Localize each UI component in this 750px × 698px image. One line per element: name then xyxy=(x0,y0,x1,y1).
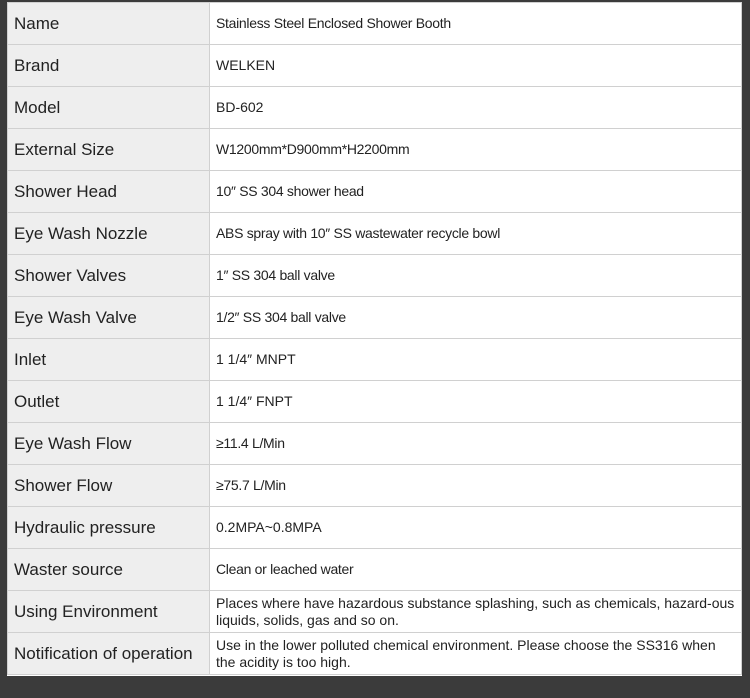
row-value-waster-source: Clean or leached water xyxy=(210,549,742,591)
row-label-outlet: Outlet xyxy=(8,381,210,423)
row-label-using-environment: Using Environment xyxy=(8,591,210,633)
row-label-waster-source: Waster source xyxy=(8,549,210,591)
row-label-shower-flow: Shower Flow xyxy=(8,465,210,507)
row-label-eye-wash-flow: Eye Wash Flow xyxy=(8,423,210,465)
row-label-shower-head: Shower Head xyxy=(8,171,210,213)
row-label-inlet: Inlet xyxy=(8,339,210,381)
spec-table xyxy=(7,2,742,675)
table-row xyxy=(8,423,742,465)
row-label-external-size: External Size xyxy=(8,129,210,171)
table-row xyxy=(8,171,742,213)
table-row xyxy=(8,255,742,297)
table-row xyxy=(8,549,742,591)
table-row xyxy=(8,507,742,549)
table-row xyxy=(8,87,742,129)
row-value-eye-wash-flow: ≥11.4 L/Min xyxy=(210,423,742,465)
row-value-hydraulic-pressure: 0.2MPA~0.8MPA xyxy=(210,507,742,549)
table-row xyxy=(8,297,742,339)
row-label-shower-valves: Shower Valves xyxy=(8,255,210,297)
table-row xyxy=(8,633,742,675)
row-label-model: Model xyxy=(8,87,210,129)
row-value-outlet: 1 1/4″ FNPT xyxy=(210,381,742,423)
row-value-inlet: 1 1/4″ MNPT xyxy=(210,339,742,381)
row-value-brand: WELKEN xyxy=(210,45,742,87)
table-row xyxy=(8,3,742,45)
table-row xyxy=(8,45,742,87)
row-value-model: BD-602 xyxy=(210,87,742,129)
row-value-external-size: W1200mm*D900mm*H2200mm xyxy=(210,129,742,171)
row-value-shower-flow: ≥75.7 L/Min xyxy=(210,465,742,507)
table-row xyxy=(8,591,742,633)
row-value-using-environment: Places where have hazardous substance splashing, such as chemicals, hazard-ous liquids, solids, gas and so on. xyxy=(210,591,742,633)
row-value-notification-of-operation: Use in the lower polluted chemical environment. Please choose the SS316 when the acidity is too high. xyxy=(210,633,742,675)
table-row xyxy=(8,213,742,255)
table-row xyxy=(8,381,742,423)
row-label-notification-of-operation: Notification of operation xyxy=(8,633,210,675)
bottom-background xyxy=(0,676,750,698)
row-value-eye-wash-valve: 1/2″ SS 304 ball valve xyxy=(210,297,742,339)
row-value-shower-valves: 1″ SS 304 ball valve xyxy=(210,255,742,297)
row-value-name: Stainless Steel Enclosed Shower Booth xyxy=(210,3,742,45)
row-label-hydraulic-pressure: Hydraulic pressure xyxy=(8,507,210,549)
spec-sheet xyxy=(7,2,742,676)
row-value-eye-wash-nozzle: ABS spray with 10″ SS wastewater recycle bowl xyxy=(210,213,742,255)
row-label-eye-wash-nozzle: Eye Wash Nozzle xyxy=(8,213,210,255)
row-label-brand: Brand xyxy=(8,45,210,87)
row-label-name: Name xyxy=(8,3,210,45)
table-row xyxy=(8,339,742,381)
table-row xyxy=(8,465,742,507)
table-row xyxy=(8,129,742,171)
row-value-shower-head: 10″ SS 304 shower head xyxy=(210,171,742,213)
row-label-eye-wash-valve: Eye Wash Valve xyxy=(8,297,210,339)
